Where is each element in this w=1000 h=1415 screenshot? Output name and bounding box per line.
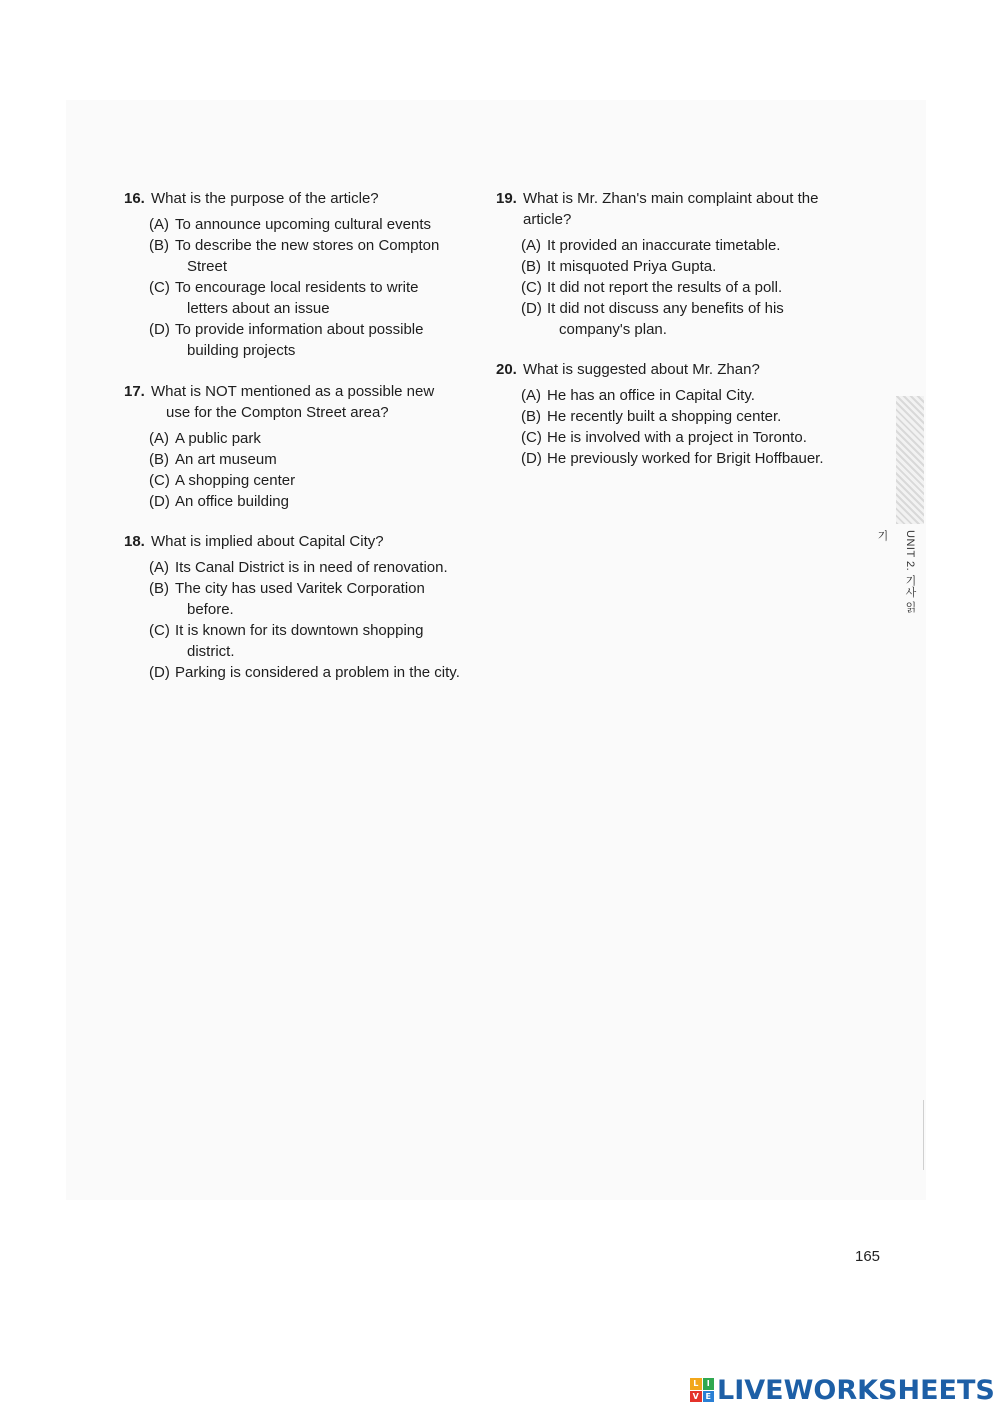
question-text-continued: article? <box>523 211 572 228</box>
option-text: A public park <box>175 430 261 447</box>
question-19 <box>496 188 846 340</box>
option-c[interactable] <box>149 470 474 491</box>
section-tab <box>896 396 924 524</box>
option-d[interactable] <box>149 319 474 361</box>
option-b[interactable] <box>521 256 846 277</box>
option-text: To encourage local residents to write <box>175 279 419 296</box>
option-b[interactable] <box>149 449 474 470</box>
option-text-continued: before. <box>187 601 234 618</box>
option-text: He previously worked for Brigit Hoffbauer. <box>547 450 824 467</box>
option-a[interactable] <box>521 385 856 406</box>
option-letter: (B) <box>149 580 169 597</box>
option-text-continued: Street <box>187 258 228 275</box>
question-stem <box>496 359 856 380</box>
liveworksheets-logo-icon: L I V E <box>690 1378 714 1402</box>
question-number: 19. <box>496 190 517 207</box>
option-text: To describe the new stores on Compton <box>175 237 440 254</box>
option-text: It is known for its downtown shopping <box>175 622 424 639</box>
option-text: An art museum <box>175 451 277 468</box>
option-letter: (B) <box>149 451 169 468</box>
option-text: Its Canal District is in need of renovation. <box>175 559 448 576</box>
question-stem <box>124 531 484 552</box>
question-18 <box>124 531 484 683</box>
option-text: It provided an inaccurate timetable. <box>547 237 781 254</box>
option-text: It did not report the results of a poll. <box>547 279 783 296</box>
option-d[interactable] <box>149 491 474 512</box>
option-list <box>521 235 846 340</box>
question-text-continued: use for the Compton Street area? <box>166 404 389 421</box>
option-letter: (C) <box>149 279 170 296</box>
option-text: He is involved with a project in Toronto. <box>547 429 807 446</box>
option-d[interactable] <box>149 662 484 683</box>
option-a[interactable] <box>149 214 474 235</box>
option-c[interactable] <box>149 277 474 319</box>
question-number: 16. <box>124 190 145 207</box>
question-text: What is Mr. Zhan's main complaint about the <box>523 190 819 207</box>
option-letter: (A) <box>521 387 541 404</box>
option-letter: (B) <box>521 408 541 425</box>
option-list <box>149 214 474 361</box>
option-letter: (C) <box>149 472 170 489</box>
option-c[interactable] <box>149 620 484 662</box>
brand-name: LIVEWORKSHEETS <box>717 1374 995 1406</box>
option-text-continued: building projects <box>187 342 296 359</box>
option-c[interactable] <box>521 427 856 448</box>
option-a[interactable] <box>149 557 484 578</box>
option-letter: (D) <box>149 664 170 681</box>
option-b[interactable] <box>149 235 474 277</box>
option-list <box>149 557 484 683</box>
option-list <box>149 428 474 512</box>
option-d[interactable] <box>521 448 856 469</box>
option-text: He has an office in Capital City. <box>547 387 755 404</box>
option-letter: (D) <box>149 321 170 338</box>
option-text: It did not discuss any benefits of his <box>547 300 784 317</box>
option-letter: (C) <box>149 622 170 639</box>
question-stem <box>496 188 846 230</box>
option-letter: (A) <box>521 237 541 254</box>
question-text: What is NOT mentioned as a possible new <box>151 383 435 400</box>
question-stem <box>124 188 474 209</box>
option-text: A shopping center <box>175 472 296 489</box>
option-text: To announce upcoming cultural events <box>175 216 431 233</box>
question-20 <box>496 359 856 469</box>
unit-label: UNIT 2. 기사 읽기 <box>876 530 916 613</box>
liveworksheets-brand <box>690 1372 995 1408</box>
option-text: It misquoted Priya Gupta. <box>547 258 717 275</box>
option-text: He recently built a shopping center. <box>547 408 782 425</box>
option-text: To provide information about possible <box>175 321 424 338</box>
option-text-continued: company's plan. <box>559 321 667 338</box>
margin-line <box>923 1100 924 1170</box>
page-number: 165 <box>855 1248 881 1265</box>
option-letter: (C) <box>521 279 542 296</box>
option-b[interactable] <box>149 578 484 620</box>
option-text-continued: district. <box>187 643 235 660</box>
option-letter: (D) <box>521 300 542 317</box>
option-letter: (B) <box>149 237 169 254</box>
option-a[interactable] <box>521 235 846 256</box>
question-stem <box>124 381 474 423</box>
question-16 <box>124 188 474 361</box>
option-letter: (C) <box>521 429 542 446</box>
option-letter: (A) <box>149 559 169 576</box>
option-text-continued: letters about an issue <box>187 300 330 317</box>
question-number: 20. <box>496 361 517 378</box>
option-b[interactable] <box>521 406 856 427</box>
option-letter: (A) <box>149 216 169 233</box>
option-letter: (A) <box>149 430 169 447</box>
option-letter: (D) <box>149 493 170 510</box>
question-text: What is suggested about Mr. Zhan? <box>523 361 760 378</box>
option-text: Parking is considered a problem in the city. <box>175 664 460 681</box>
option-c[interactable] <box>521 277 846 298</box>
option-a[interactable] <box>149 428 474 449</box>
question-17 <box>124 381 474 512</box>
question-number: 18. <box>124 533 145 550</box>
question-text: What is the purpose of the article? <box>151 190 379 207</box>
option-letter: (B) <box>521 258 541 275</box>
option-list <box>521 385 856 469</box>
option-d[interactable] <box>521 298 846 340</box>
option-letter: (D) <box>521 450 542 467</box>
option-text: The city has used Varitek Corporation <box>175 580 425 597</box>
question-text: What is implied about Capital City? <box>151 533 384 550</box>
option-text: An office building <box>175 493 289 510</box>
question-number: 17. <box>124 383 145 400</box>
